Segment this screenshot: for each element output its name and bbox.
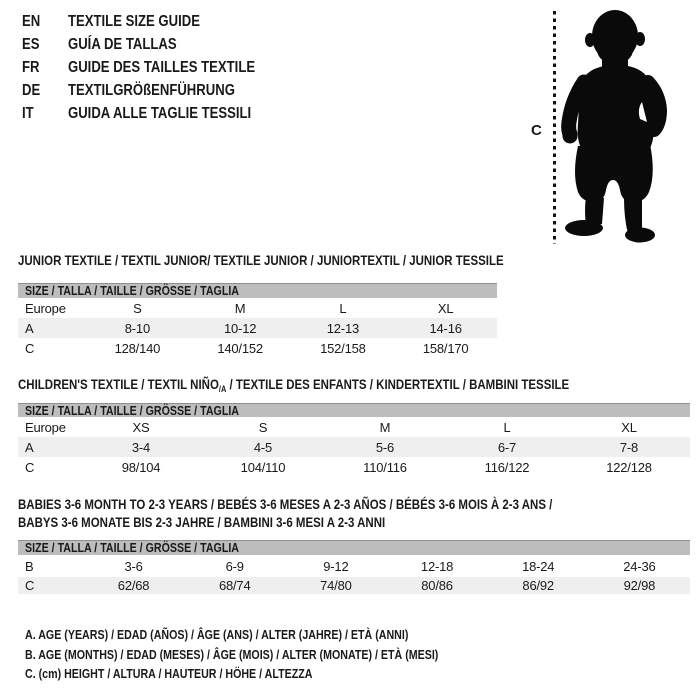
language-code: DE: [22, 82, 41, 99]
row-label-cell: C: [18, 577, 83, 594]
row-label-cell: C: [25, 340, 35, 356]
language-code: ES: [22, 36, 40, 53]
size-value-cell: 24-36: [623, 558, 656, 574]
footnote-c: C. (cm) HEIGHT / ALTURA / HAUTEUR / HÖHE / ALTEZZA: [25, 666, 313, 682]
size-value-cell: L: [339, 300, 347, 316]
language-row: [22, 79, 342, 102]
babies-section-title-line1: BABIES 3-6 MONTH TO 2-3 YEARS / BEBÉS 3-6 MESES A 2-3 AÑOS / BÉBÉS 3-6 MOIS À 2-3 ANS /: [18, 496, 553, 512]
size-value-cell: S: [258, 419, 268, 435]
size-value-cell: 8-10: [86, 318, 189, 338]
language-label: GUIDA ALLE TAGLIE TESSILI: [68, 105, 252, 122]
footnote-b: B. AGE (MONTHS) / EDAD (MESES) / ÂGE (MOIS) / ALTER (MONATE) / ETÀ (MESI): [25, 646, 439, 662]
table-row: [18, 318, 497, 338]
table-row: [18, 577, 690, 594]
size-value-cell: 140/152: [217, 340, 263, 356]
size-value-cell: S: [133, 300, 142, 316]
size-value-cell: 6-7: [446, 437, 568, 457]
babies-size-table: [18, 555, 690, 594]
size-value-cell: XL: [621, 419, 637, 435]
size-value-cell: 74/80: [285, 577, 386, 594]
row-label-cell: B: [25, 558, 34, 574]
language-code: IT: [22, 105, 34, 122]
size-value-cell: 10-12: [189, 318, 292, 338]
table-row: [18, 437, 690, 457]
language-header-block: [22, 10, 342, 125]
row-label-cell: Europe: [25, 300, 66, 316]
row-label-cell: A: [18, 437, 80, 457]
footnotes-block: [25, 625, 529, 684]
babies-section-title-line2: BABYS 3-6 MONATE BIS 2-3 JAHRE / BAMBINI 3-6 MESI A 2-3 ANNI: [18, 514, 386, 530]
size-value-cell: 14-16: [394, 318, 497, 338]
language-row: [22, 56, 342, 79]
table-row: [18, 555, 690, 577]
size-value-cell: L: [503, 419, 511, 435]
footnote-a: A. AGE (YEARS) / EDAD (AÑOS) / ÂGE (ANS) / ALTER (JAHRE) / ETÀ (ANNI): [25, 627, 409, 642]
junior-size-table: [18, 298, 497, 358]
size-value-cell: 104/110: [240, 459, 286, 475]
size-value-cell: 12-13: [292, 318, 395, 338]
table-row: [18, 457, 690, 477]
size-value-cell: 110/116: [363, 459, 407, 475]
size-value-cell: 86/92: [488, 577, 589, 594]
size-value-cell: 9-12: [323, 558, 349, 574]
height-measure-label: C: [531, 122, 542, 139]
language-code: EN: [22, 13, 41, 30]
size-value-cell: 7-8: [568, 437, 690, 457]
size-value-cell: M: [234, 300, 246, 316]
table-row: [18, 417, 690, 437]
size-value-cell: 68/74: [184, 577, 285, 594]
size-value-cell: 3-4: [80, 437, 202, 457]
size-header-bar: SIZE / TALLA / TAILLE / GRÖSSE / TAGLIA: [18, 540, 690, 555]
size-value-cell: 6-9: [225, 558, 244, 574]
language-row: [22, 33, 342, 56]
row-label-cell: A: [18, 318, 86, 338]
size-value-cell: 4-5: [202, 437, 324, 457]
children-section-title: CHILDREN'S TEXTILE / TEXTIL $NIÑO_{/A}$ / TEXTILE DES ENFANTS / KINDERTEXTIL / BAMBINI TESSILE: [18, 376, 570, 394]
size-value-cell: 80/86: [386, 577, 487, 594]
language-label: TEXTILE SIZE GUIDE: [68, 13, 200, 30]
size-value-cell: 3-6: [124, 558, 143, 574]
size-value-cell: XS: [132, 419, 150, 435]
language-label: TEXTILGRÖßENFÜHRUNG: [68, 82, 235, 99]
size-value-cell: 92/98: [589, 577, 690, 594]
size-value-cell: 98/104: [121, 459, 161, 475]
size-value-cell: 152/158: [320, 340, 366, 356]
size-value-cell: XL: [437, 300, 454, 316]
size-value-cell: 62/68: [83, 577, 184, 594]
language-label: GUIDE DES TAILLES TEXTILE: [68, 59, 256, 76]
language-row: [22, 10, 342, 33]
size-value-cell: 122/128: [606, 459, 652, 475]
size-value-cell: 128/140: [114, 340, 161, 356]
height-measure-dotted-line: [553, 11, 556, 244]
size-value-cell: 116/122: [484, 459, 530, 475]
size-value-cell: 12-18: [420, 558, 454, 574]
table-row: [18, 338, 497, 358]
baby-toddler-silhouette-icon: [558, 6, 670, 244]
language-label: GUÍA DE TALLAS: [68, 36, 177, 53]
size-value-cell: M: [379, 419, 391, 435]
title-subscript: /A: [218, 384, 227, 394]
size-header-bar: SIZE / TALLA / TAILLE / GRÖSSE / TAGLIA: [18, 283, 497, 298]
size-value-cell: 158/170: [422, 340, 469, 356]
size-value-cell: 5-6: [324, 437, 446, 457]
language-code: FR: [22, 59, 40, 76]
children-size-table: [18, 417, 690, 477]
table-row: [18, 298, 497, 318]
row-label-cell: Europe: [25, 419, 66, 435]
language-row: [22, 102, 342, 125]
size-value-cell: 18-24: [522, 558, 555, 574]
junior-section-title: JUNIOR TEXTILE / TEXTIL JUNIOR/ TEXTILE JUNIOR / JUNIORTEXTIL / JUNIOR TESSILE: [18, 252, 504, 268]
row-label-cell: C: [25, 459, 35, 475]
size-header-bar: SIZE / TALLA / TAILLE / GRÖSSE / TAGLIA: [18, 403, 690, 417]
